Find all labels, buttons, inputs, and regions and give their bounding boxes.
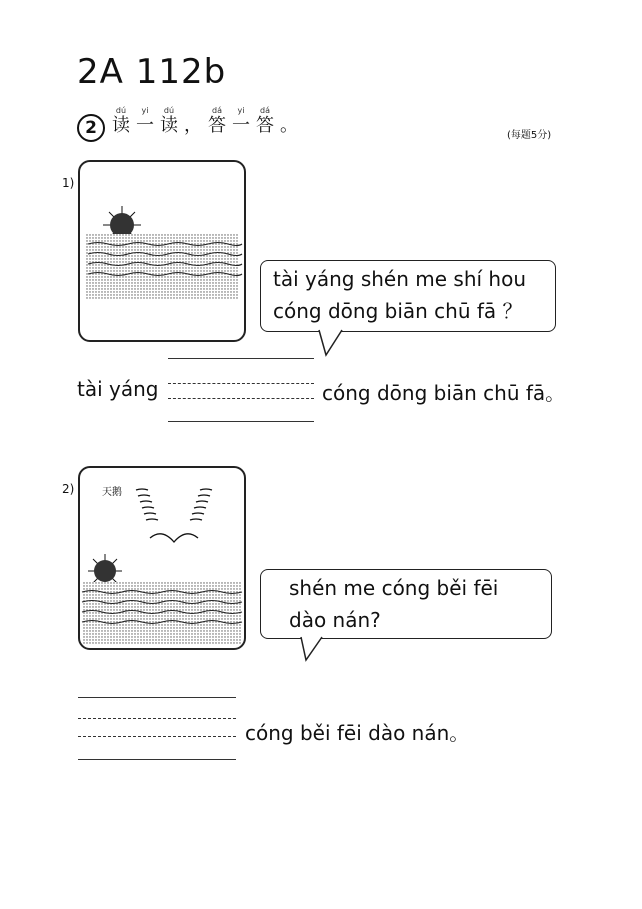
- answer-writing-line[interactable]: [78, 759, 236, 760]
- instruction-char: [184, 106, 202, 137]
- swans-picture: [78, 466, 246, 650]
- instruction-hanzi: 读: [112, 115, 130, 136]
- answer-prefix: tài yáng: [77, 377, 159, 401]
- bubble-tail: [318, 329, 348, 359]
- instruction-pinyin: dú: [115, 106, 127, 115]
- instruction-char: [160, 106, 178, 137]
- instruction-char: [136, 106, 154, 137]
- instruction-pinyin: yi: [141, 106, 149, 115]
- instruction-hanzi: ，: [184, 115, 202, 136]
- question-bubble: [260, 260, 556, 332]
- sunrise-picture: [78, 160, 246, 342]
- answer-suffix: cóng běi fēi dào nán。: [245, 721, 470, 745]
- instruction-pinyin: dá: [212, 106, 222, 115]
- instruction-pinyin: dá: [260, 106, 270, 115]
- instruction-char: [112, 106, 130, 137]
- swans-icon: [136, 489, 212, 542]
- bubble-line: cóng dōng biān chū fā ？: [273, 299, 523, 323]
- bubble-line: tài yáng shén me shí hou: [273, 267, 527, 291]
- answer-writing-line[interactable]: [168, 398, 314, 399]
- instruction-hanzi: 一: [232, 115, 250, 136]
- instruction-hanzi: 答: [256, 115, 274, 136]
- instruction-char: [208, 106, 226, 137]
- instruction-char: [232, 106, 250, 137]
- instruction-number-badge: 2: [77, 114, 105, 142]
- answer-suffix: cóng dōng biān chū fā。: [322, 381, 566, 405]
- bubble-line: shén me cóng běi fēi: [289, 576, 499, 600]
- answer-writing-line[interactable]: [78, 697, 236, 698]
- instruction-char: [280, 106, 298, 137]
- instruction-hanzi: 。: [280, 115, 298, 136]
- question-number: 2): [62, 482, 75, 496]
- page-code: 2A 112b: [77, 52, 227, 92]
- instruction-text: [112, 106, 304, 137]
- answer-writing-line[interactable]: [168, 358, 314, 359]
- picture-label: 天鹅: [102, 487, 122, 498]
- answer-writing-line[interactable]: [168, 421, 314, 422]
- instruction-hanzi: 读: [160, 115, 178, 136]
- instruction-char: [256, 106, 274, 137]
- question-number: 1): [62, 176, 75, 190]
- instruction-pinyin: dú: [163, 106, 175, 115]
- bubble-line: dào nán?: [289, 608, 381, 632]
- instruction-hanzi: 答: [208, 115, 226, 136]
- instruction-pinyin: [184, 106, 202, 115]
- answer-writing-line[interactable]: [78, 718, 236, 719]
- instruction-pinyin: [280, 106, 298, 115]
- bubble-tail: [300, 636, 330, 664]
- answer-writing-line[interactable]: [78, 736, 236, 737]
- instruction-pinyin: yi: [237, 106, 245, 115]
- instruction-hanzi: 一: [136, 115, 154, 136]
- answer-writing-line[interactable]: [168, 383, 314, 384]
- score-note: (每题5分): [507, 130, 552, 141]
- question-bubble: [260, 569, 552, 639]
